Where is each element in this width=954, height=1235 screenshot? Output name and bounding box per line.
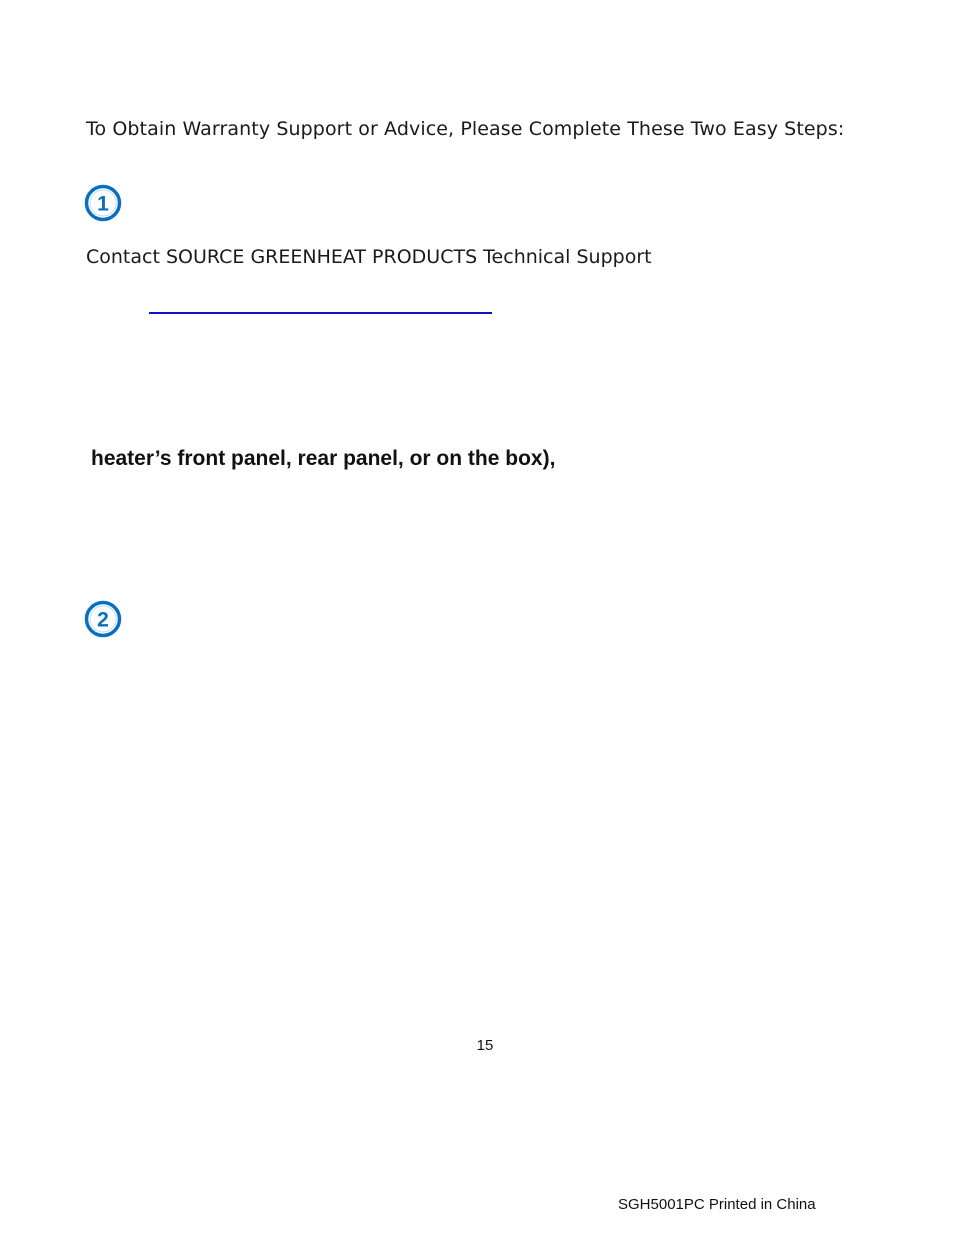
intro-heading: To Obtain Warranty Support or Advice, Please Complete These Two Easy Steps: — [86, 118, 845, 140]
step-two-number: 2 — [97, 608, 109, 632]
link-underline[interactable] — [149, 312, 492, 314]
step-two-icon — [84, 600, 122, 638]
bold-instruction: heater’s front panel, rear panel, or on the box), — [91, 447, 556, 470]
step-one-number: 1 — [97, 192, 109, 216]
footer-text: SGH5001PC Printed in China — [618, 1196, 816, 1213]
contact-line: Contact SOURCE GREENHEAT PRODUCTS Technical Support — [86, 246, 652, 268]
page-number: 15 — [476, 1037, 494, 1054]
step-one-icon — [84, 184, 122, 222]
